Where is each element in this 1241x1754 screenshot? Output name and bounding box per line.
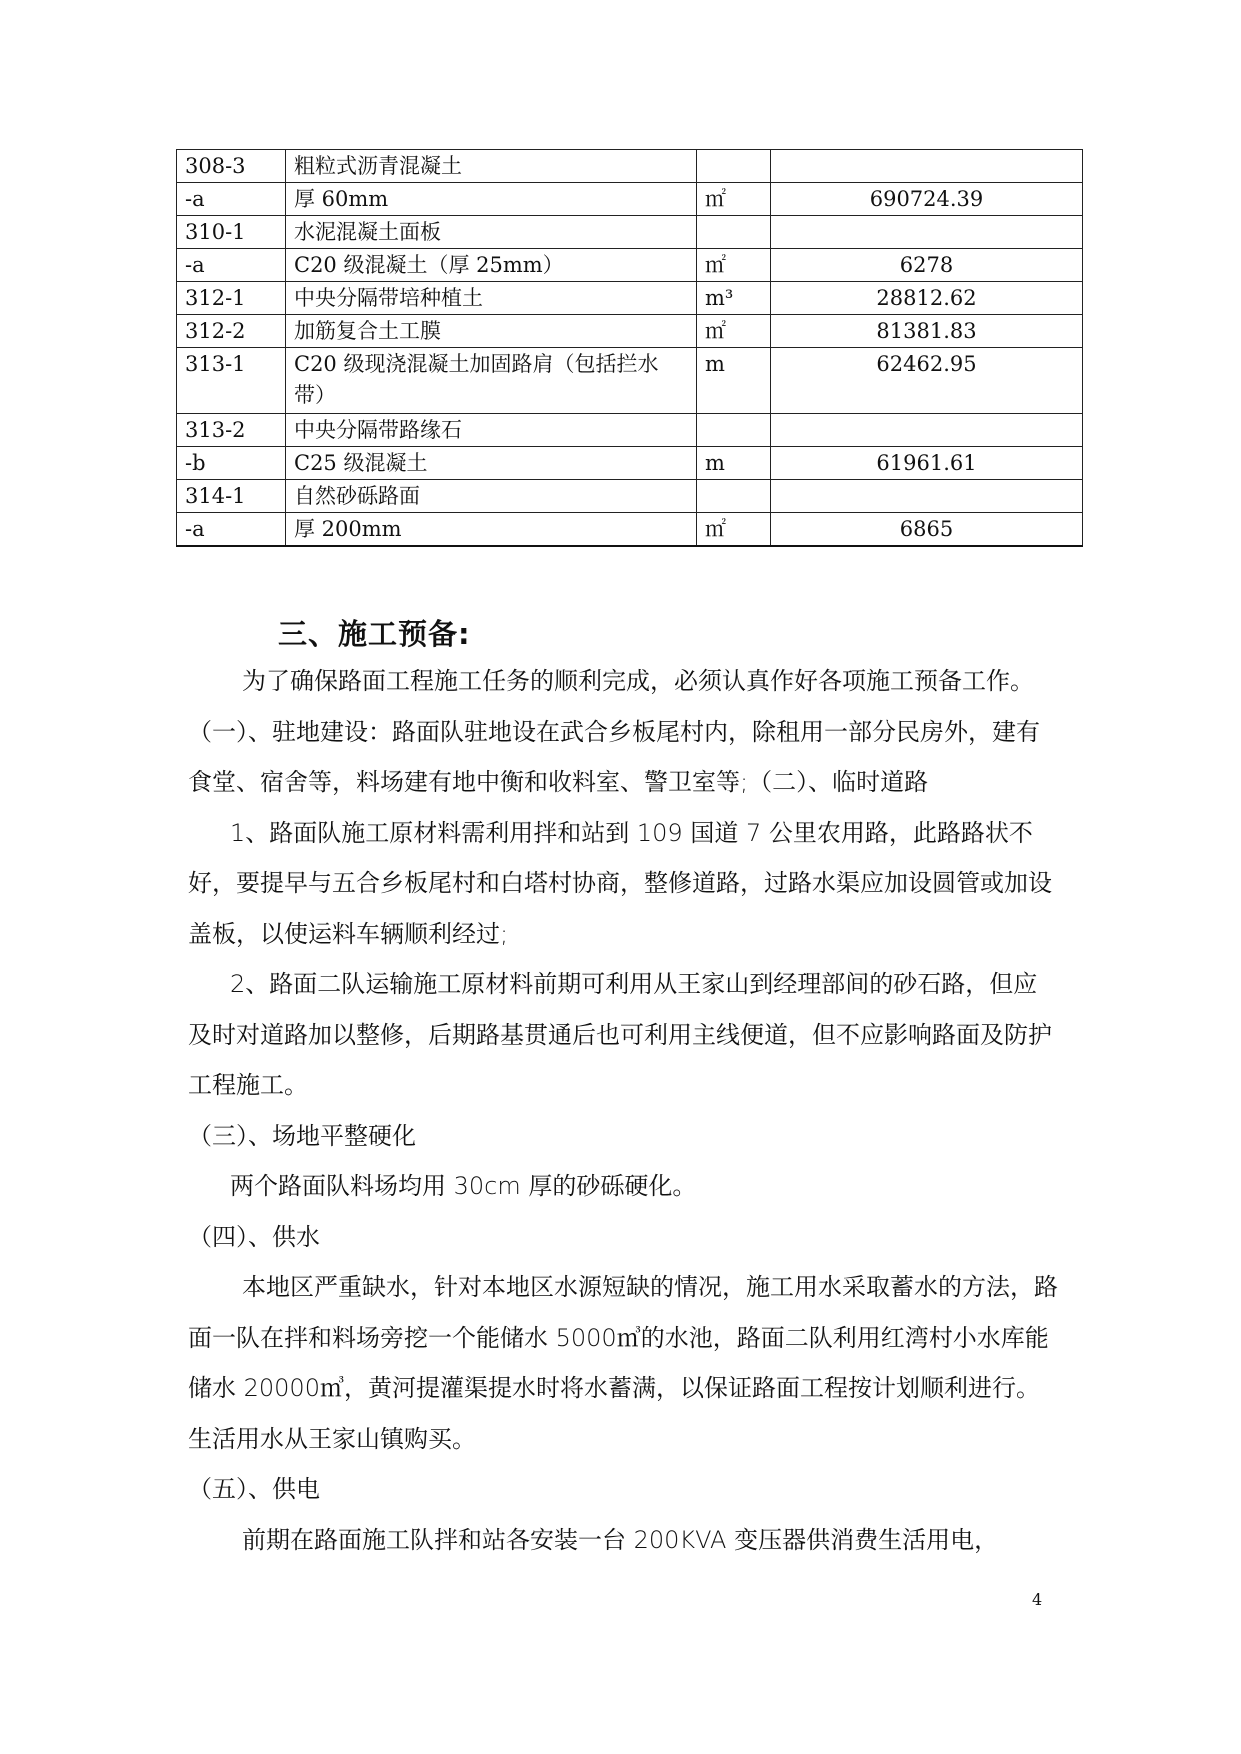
- item-quantity: [771, 414, 1083, 447]
- section-heading: 三、施工预备:: [278, 617, 471, 651]
- page-number: 4: [1032, 1590, 1043, 1609]
- table-row: [177, 249, 1083, 282]
- item-code: -b: [177, 447, 286, 480]
- table-row: [177, 513, 1083, 547]
- item-unit: m: [697, 447, 771, 480]
- item-name: C20 级现浇混凝土加固路肩（包括拦水带）: [286, 348, 697, 414]
- paragraph-road-1: 1、路面队施工原材料需利用拌和站到 109 国道 7 公里农用路，此路路状不好，要提早与五合乡板尾村和白塔村协商，整修道路，过路水渠应加设圆管或加设盖板，以使运料车辆顺利经过;: [188, 818, 1052, 948]
- item-code: -a: [177, 513, 286, 547]
- table-row: [177, 414, 1083, 447]
- item-quantity: [771, 480, 1083, 513]
- item-unit: ㎡: [697, 315, 771, 348]
- table-row: [177, 282, 1083, 315]
- item-unit: [697, 414, 771, 447]
- item-quantity: 81381.83: [771, 315, 1083, 348]
- item-quantity: 28812.62: [771, 282, 1083, 315]
- item-code: 313-2: [177, 414, 286, 447]
- item-code: -a: [177, 183, 286, 216]
- item-unit: m: [697, 348, 771, 414]
- item-quantity: 6278: [771, 249, 1083, 282]
- item-quantity: 61961.61: [771, 447, 1083, 480]
- paragraph-power-heading: （五）、供电: [188, 1475, 320, 1503]
- item-name: 自然砂砾路面: [286, 480, 697, 513]
- item-unit: m³: [697, 282, 771, 315]
- item-name: 加筋复合土工膜: [286, 315, 697, 348]
- item-quantity: [771, 216, 1083, 249]
- item-quantity: [771, 150, 1083, 183]
- item-unit: [697, 150, 771, 183]
- paragraph-site: 两个路面队料场均用 30cm 厚的砂砾硬化。: [230, 1172, 697, 1200]
- item-quantity: 62462.95: [771, 348, 1083, 414]
- item-unit: ㎡: [697, 183, 771, 216]
- item-name: C20 级混凝土（厚 25mm）: [286, 249, 697, 282]
- table-row: [177, 447, 1083, 480]
- table-row: [177, 315, 1083, 348]
- item-unit: [697, 480, 771, 513]
- quantity-table: [176, 149, 1083, 547]
- item-name: C25 级混凝土: [286, 447, 697, 480]
- item-code: 313-1: [177, 348, 286, 414]
- paragraph-camp: （一）、驻地建设：路面队驻地设在武合乡板尾村内，除租用一部分民房外，建有食堂、宿舍等，料场建有地中衡和收料室、警卫室等;（二）、临时道路: [188, 717, 1040, 796]
- item-unit: ㎡: [697, 513, 771, 547]
- item-code: 312-2: [177, 315, 286, 348]
- section-body: [188, 656, 1058, 1565]
- item-unit: [697, 216, 771, 249]
- item-name: 水泥混凝土面板: [286, 216, 697, 249]
- item-code: -a: [177, 249, 286, 282]
- item-name: 中央分隔带路缘石: [286, 414, 697, 447]
- paragraph-road-2: 2、路面二队运输施工原材料前期可利用从王家山到经理部间的砂石路，但应及时对道路加以整修，后期路基贯通后也可利用主线便道，但不应影响路面及防护工程施工。: [188, 970, 1052, 1099]
- table-row: [177, 183, 1083, 216]
- item-code: 312-1: [177, 282, 286, 315]
- paragraph-intro: 为了确保路面工程施工任务的顺利完成，必须认真作好各项施工预备工作。: [242, 667, 1034, 695]
- table-row: [177, 480, 1083, 513]
- item-name: 厚 60mm: [286, 183, 697, 216]
- item-quantity: 690724.39: [771, 183, 1083, 216]
- paragraph-power: 前期在路面施工队拌和站各安装一台 200KVA 变压器供消费生活用电，: [242, 1525, 999, 1554]
- item-unit: ㎡: [697, 249, 771, 282]
- item-quantity: 6865: [771, 513, 1083, 547]
- paragraph-water-heading: （四）、供水: [188, 1222, 320, 1251]
- item-name: 中央分隔带培种植土: [286, 282, 697, 315]
- item-name: 粗粒式沥青混凝土: [286, 150, 697, 183]
- table-row: [177, 216, 1083, 249]
- table-row: [177, 150, 1083, 183]
- paragraph-site-heading: （三）、场地平整硬化: [188, 1121, 416, 1150]
- item-code: 314-1: [177, 480, 286, 513]
- table-row: [177, 348, 1083, 414]
- item-name: 厚 200mm: [286, 513, 697, 547]
- paragraph-water: 本地区严重缺水，针对本地区水源短缺的情况，施工用水采取蓄水的方法，路面一队在拌和料场旁挖一个能储水 5000㎥的水池，路面二队利用红湾村小水库能储水 20000㎥，黄河提灌渠提水时将水蓄满，以保证路面工程按计划顺利进行。生活用水从王家山镇购买。: [188, 1273, 1058, 1453]
- item-code: 310-1: [177, 216, 286, 249]
- item-code: 308-3: [177, 150, 286, 183]
